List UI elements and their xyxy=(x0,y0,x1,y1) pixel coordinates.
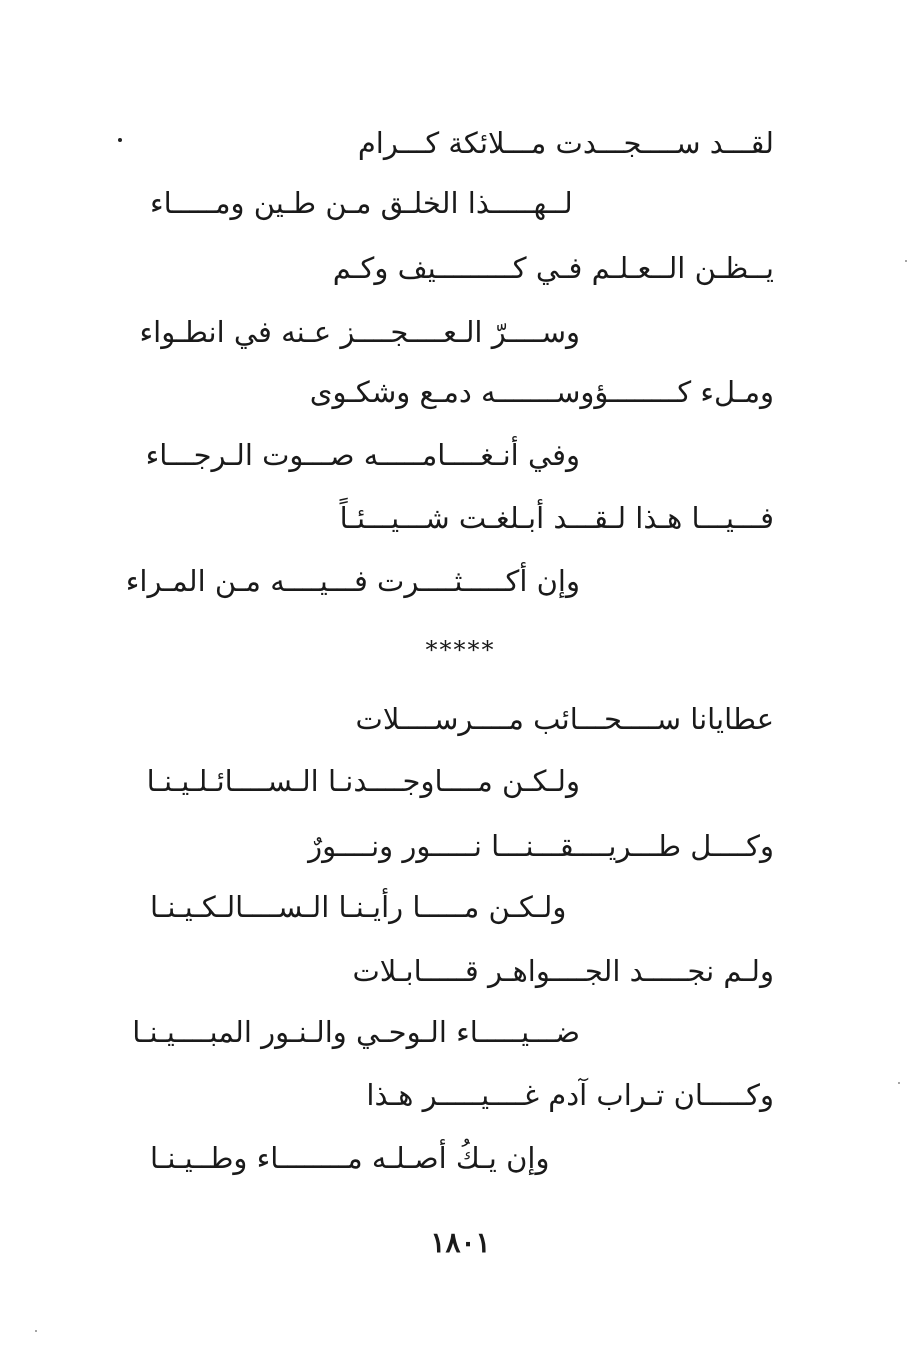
verse-line: لقـــد ســــجـــدت مـــلائكة كـــرام xyxy=(357,126,774,160)
verse-line: ولـكـن مــــاوجــــدنـا الـســــائـلـيـنـا xyxy=(146,764,580,798)
verse-line: ضـــيـــــاء الـوحـي والـنـور المبــــيـنـا xyxy=(132,1015,580,1049)
verse-line: ولـم نجـــــد الجــــواهـر قـــــابـلات xyxy=(352,954,774,988)
verse-line: عطايانا ســــحـــائب مــــرســــلات xyxy=(355,702,774,736)
ink-dot xyxy=(118,138,122,142)
verse-line: لــهـــــذا الخلـق مـن طـين ومـــــاء xyxy=(150,186,573,220)
paper-speck xyxy=(898,1082,900,1084)
verse-line: ولـكـن مـــــا رأيـنـا الـســــالـكـيـنـا xyxy=(150,890,567,924)
verse-line: فـــيـــا هـذا لـقـــد أبـلغـت شـــيـــئـاً xyxy=(339,501,774,535)
verse-line: ومـلء كــــــــؤوســـــــه دمـع وشكـوى xyxy=(309,375,774,409)
paper-speck xyxy=(905,260,907,262)
verse-line: وســــرّ الـعــــجــــز عـنه في انطـواء xyxy=(139,315,580,349)
section-divider: ***** xyxy=(425,636,496,664)
verse-line: وفي أنـغــــامـــــه صـــوت الـرجـــاء xyxy=(145,438,580,472)
verse-line: يــظـن الــعـلـم فـي كـــــــــيف وكـم xyxy=(332,251,774,285)
verse-line: وكـــــان تـراب آدم غــــيـــــر هـذا xyxy=(366,1078,774,1112)
verse-line: وإن أكـــــثــــرت فـــيــــه مـن المـراء xyxy=(125,564,580,598)
verse-line: وكــــل طـــريــــقـــنـــا نـــــور ونــــورٌ xyxy=(308,829,774,863)
paper-speck xyxy=(35,1330,37,1332)
page-number: ١٨٠١ xyxy=(430,1226,491,1259)
verse-line: وإن يـكُ أصـلـه مــــــــاء وطــيـنـا xyxy=(150,1141,550,1175)
